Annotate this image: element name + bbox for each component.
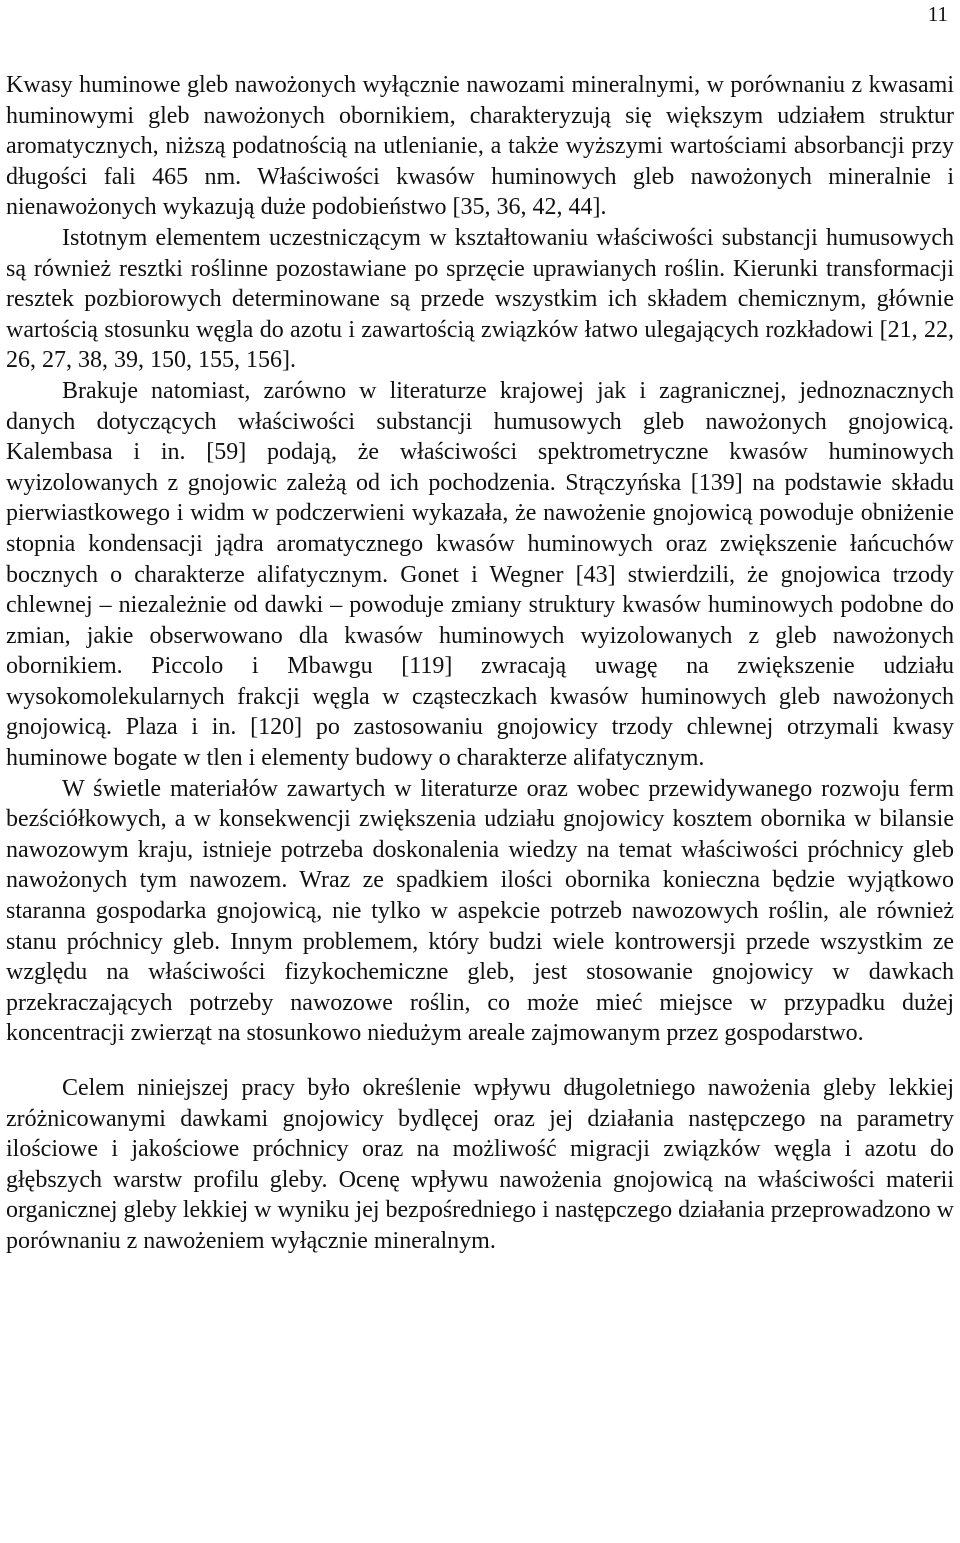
paragraph-1: Kwasy huminowe gleb nawożonych wyłącznie nawozami mineralnymi, w porównaniu z kwasami huminowymi gleb nawożonych obornikiem, charakteryzują się większym udziałem struktur aromatycznych, niższą podatnością na utlenianie, a także wyższymi wartościami absorbancji przy długości fali 465 nm. Właściwości kwasów huminowych gleb nawożonych mineralnie i nienawożonych wykazują duże podobieństwo [35, 36, 42, 44]. [6,72,954,221]
page-number: 11 [927,2,948,26]
paragraph-3: Brakuje natomiast, zarówno w literaturze krajowej jak i zagranicznej, jednoznacznych danych dotyczących właściwości substancji humusowych gleb nawożonych gnojowicą. Kalembasa i in. [59] podają, że właściwości spektrometryczne kwasów huminowych wyizolowanych z gnojowic zależą od ich pochodzenia. Strączyńska [139] na podstawie składu pierwiastkowego i widm w podczerwieni wykazała, że nawożenie gnojowicą powoduje obniżenie stopnia kondensacji jądra aromatycznego kwasów huminowych oraz zwiększenie łańcuchów bocznych o charakterze alifatycznym. Gonet i Wegner [43] stwierdzili, że gnojowica trzody chlewnej – niezależnie od dawki – powoduje zmiany struktury kwasów huminowych podobne do zmian, jakie obserwowano dla kwasów huminowych wyizolowanych z gleb nawożonych obornikiem. Piccolo i Mbawgu [119] zwracają uwagę na zwiększenie udziału wysokomolekularnych frakcji węgla w cząsteczkach kwasów huminowych gleb nawożonych gnojowicą. Plaza i in. [120] po zastosowaniu gnojowicy trzody chlewnej otrzymali kwasy huminowe bogate w tlen i elementy budowy o charakterze alifatycznym. [6,377,954,772]
paragraph-2: Istotnym elementem uczestniczącym w kształtowaniu właściwości substancji humusowych są również resztki roślinne pozostawiane po sprzęcie uprawianych roślin. Kierunki transformacji resztek pozbiorowych determinowane są przede wszystkim ich składem chemicznym, głównie wartością stosunku węgla do azotu i zawartością związków łatwo ulegających rozkładowi [21, 22, 26, 27, 38, 39, 150, 155, 156]. [6,224,954,374]
paragraph-4: W świetle materiałów zawartych w literaturze oraz wobec przewidywanego rozwoju ferm bezściółkowych, a w konsekwencji zwiększenia udziału gnojowicy kosztem obornika w bilansie nawozowym kraju, istnieje potrzeba doskonalenia wiedzy na temat właściwości próchnicy gleb nawożonych tym nawozem. Wraz ze spadkiem ilości obornika konieczna będzie wyjątkowo staranna gospodarka gnojowicą, nie tylko w aspekcie potrzeb nawozowych roślin, ale również stanu próchnicy gleb. Innym problemem, który budzi wiele kontrowersji przede wszystkim ze względu na właściwości fizykochemiczne gleb, jest stosowanie gnojowicy w dawkach przekraczających potrzeby nawozowe roślin, co może mieć miejsce w przypadku dużej koncentracji zwierząt na stosunkowo niedużym areale zajmowanym przez gospodarstwo. [6,775,954,1047]
paragraph-5: Celem niniejszej pracy było określenie wpływu długoletniego nawożenia gleby lekkiej zróżnicowanymi dawkami gnojowicy bydlęcej oraz jej działania następczego na parametry ilościowe i jakościowe próchnicy oraz na możliwość migracji związków węgla i azotu do głębszych warstw profilu gleby. Ocenę wpływu nawożenia gnojowicą na właściwości materii organicznej gleby lekkiej w wyniku jej bezpośredniego i następczego działania przeprowadzono w porównaniu z nawożeniem wyłącznie mineralnym. [6,1075,954,1254]
document-body [6,70,954,1257]
